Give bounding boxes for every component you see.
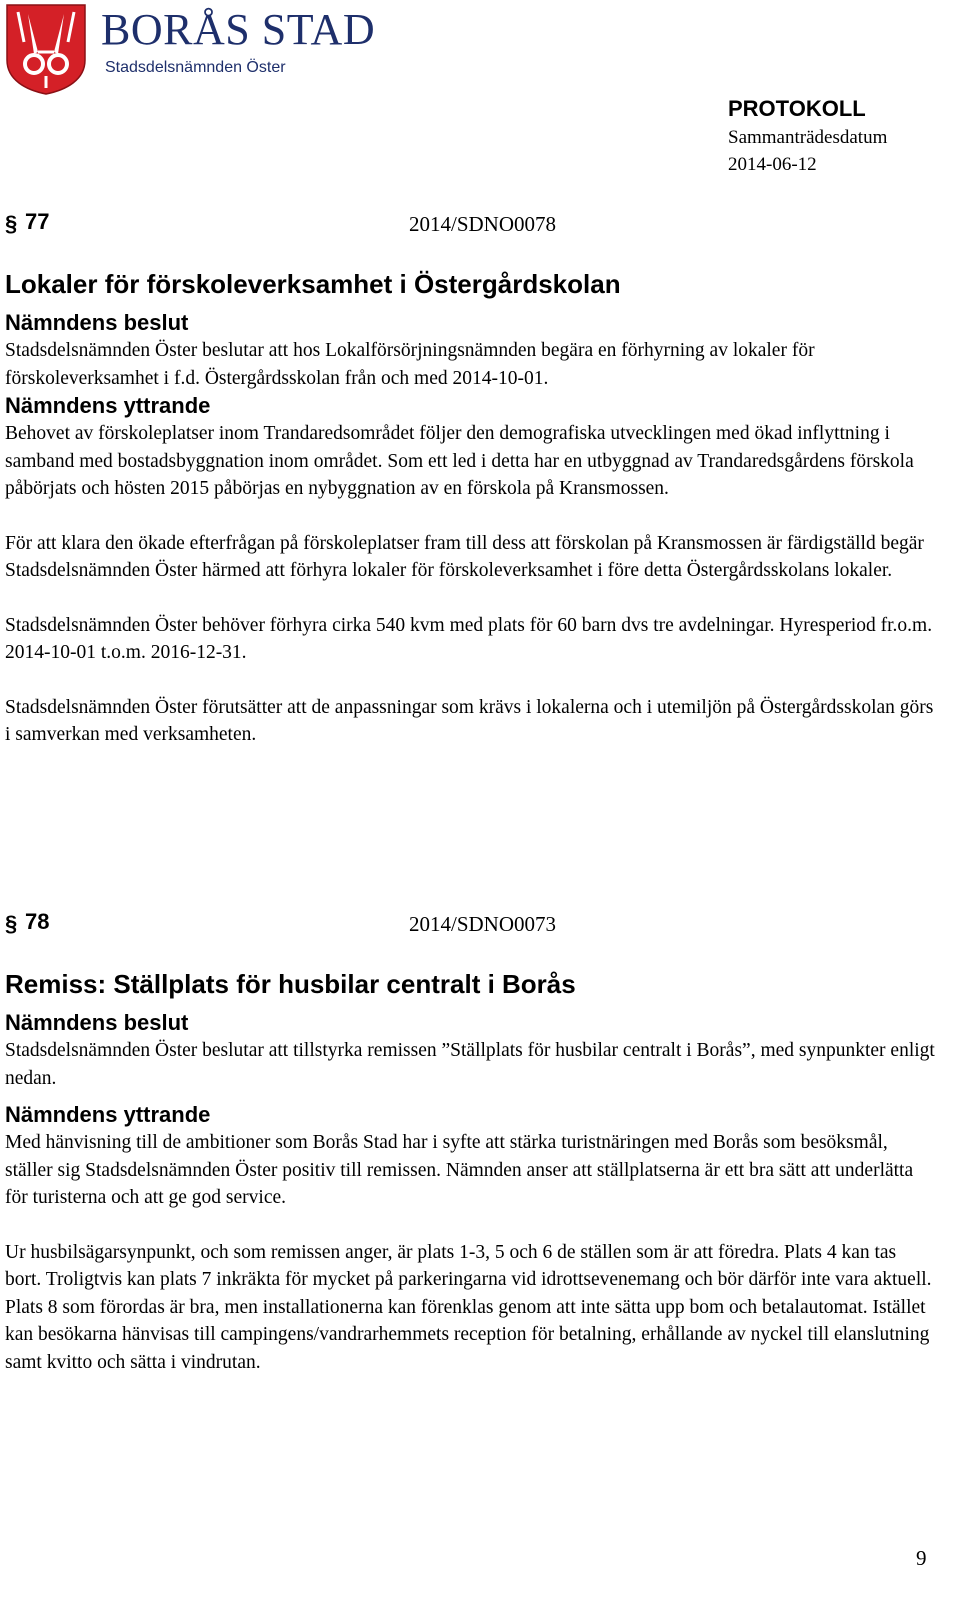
decision-heading: Nämndens beslut bbox=[5, 1010, 189, 1035]
statement-heading: Nämndens yttrande bbox=[5, 393, 211, 418]
section-number: 77 bbox=[25, 209, 50, 234]
section-number: 78 bbox=[25, 909, 50, 934]
paragraph-sign: § bbox=[5, 211, 18, 236]
protocol-title: PROTOKOLL bbox=[728, 96, 866, 121]
section-title: Lokaler för förskoleverksamhet i Östergårdskolan bbox=[5, 269, 621, 299]
logo-title: BORÅS STAD bbox=[101, 5, 376, 54]
meeting-date: 2014-06-12 bbox=[728, 154, 817, 175]
statement-paragraph: Behovet av förskoleplatser inom Trandaredsområdet följer den demografiska utvecklingen med ökad inflyttning i samband med bostadsbyggnation inom området. Som ett led i detta har en utbyggnad av Trandaredsgårdens förskola påbörjats och hösten 2015 påbörjas en nybyggnation av en förskola på Kransmossen. bbox=[5, 423, 914, 499]
statement-paragraph: Stadsdelsnämnden Öster behöver förhyra cirka 540 kvm med plats för 60 barn dvs tre avdelningar. Hyresperiod fr.o.m. 2014-10-01 t.o.m. 2016-12-31. bbox=[5, 614, 933, 663]
section-78 bbox=[5, 908, 935, 1376]
statement-paragraph: För att klara den ökade efterfrågan på förskoleplatser fram till dess att förskolan på Kransmossen är färdigställd begär Stadsdelsnämnden Öster härmed att förhyra lokaler för förskoleverksamhet i före detta Östergårdsskolans lokaler. bbox=[5, 532, 924, 581]
case-number: 2014/SDNO0073 bbox=[409, 912, 557, 936]
decision-text: Stadsdelsnämnden Öster beslutar att tillstyrka remissen ”Ställplats för husbilar centralt i Borås”, med synpunkter enligt nedan. bbox=[5, 1040, 935, 1089]
meeting-date-label: Sammanträdesdatum bbox=[728, 127, 888, 148]
decision-heading: Nämndens beslut bbox=[5, 310, 189, 335]
page-number: 9 bbox=[916, 1546, 927, 1570]
section-77 bbox=[5, 208, 935, 749]
paragraph-sign: § bbox=[5, 911, 18, 936]
statement-paragraph: Med hänvisning till de ambitioner som Borås Stad har i syfte att stärka turistnäringen med Borås som besöksmål, ställer sig Stadsdelsnämnden Öster positiv till remissen. Nämnden anser att ställplatserna är ett bra sätt att underlätta för turisterna och att ge god service. bbox=[5, 1132, 914, 1208]
statement-heading: Nämndens yttrande bbox=[5, 1102, 211, 1127]
decision-text: Stadsdelsnämnden Öster beslutar att hos Lokalförsörjningsnämnden begära en förhyrning av lokaler för förskoleverksamhet i f.d. Östergårdsskolan från och med 2014-10-01. bbox=[5, 340, 815, 389]
boras-stad-logo bbox=[4, 2, 384, 98]
coat-of-arms-icon bbox=[4, 2, 88, 96]
section-header bbox=[5, 208, 935, 240]
case-number: 2014/SDNO0078 bbox=[409, 212, 557, 236]
section-header bbox=[5, 908, 935, 940]
statement-paragraph: Ur husbilsägarsynpunkt, och som remissen anger, är plats 1-3, 5 och 6 de ställen som är att föredra. Plats 4 kan tas bort. Troligtvis kan plats 7 inkräkta för mycket på parkeringarna vid idrottsevenemang och bör därför inte vara aktuell. Plats 8 som förordas är bra, men installationerna kan förenklas genom att inte sätta upp bom och betalautomat. Istället kan besökarna hänvisas till campingens/vandrarhemmets reception för betalning, erhållande av nyckel till elanslutning samt kvitto och sätta i vindrutan. bbox=[5, 1241, 932, 1373]
logo-subtitle: Stadsdelsnämnden Öster bbox=[105, 59, 286, 76]
section-title: Remiss: Ställplats för husbilar centralt i Borås bbox=[5, 969, 576, 999]
statement-paragraph: Stadsdelsnämnden Öster förutsätter att de anpassningar som krävs i lokalerna och i utemiljön på Östergårdsskolan görs i samverkan med verksamheten. bbox=[5, 696, 934, 745]
